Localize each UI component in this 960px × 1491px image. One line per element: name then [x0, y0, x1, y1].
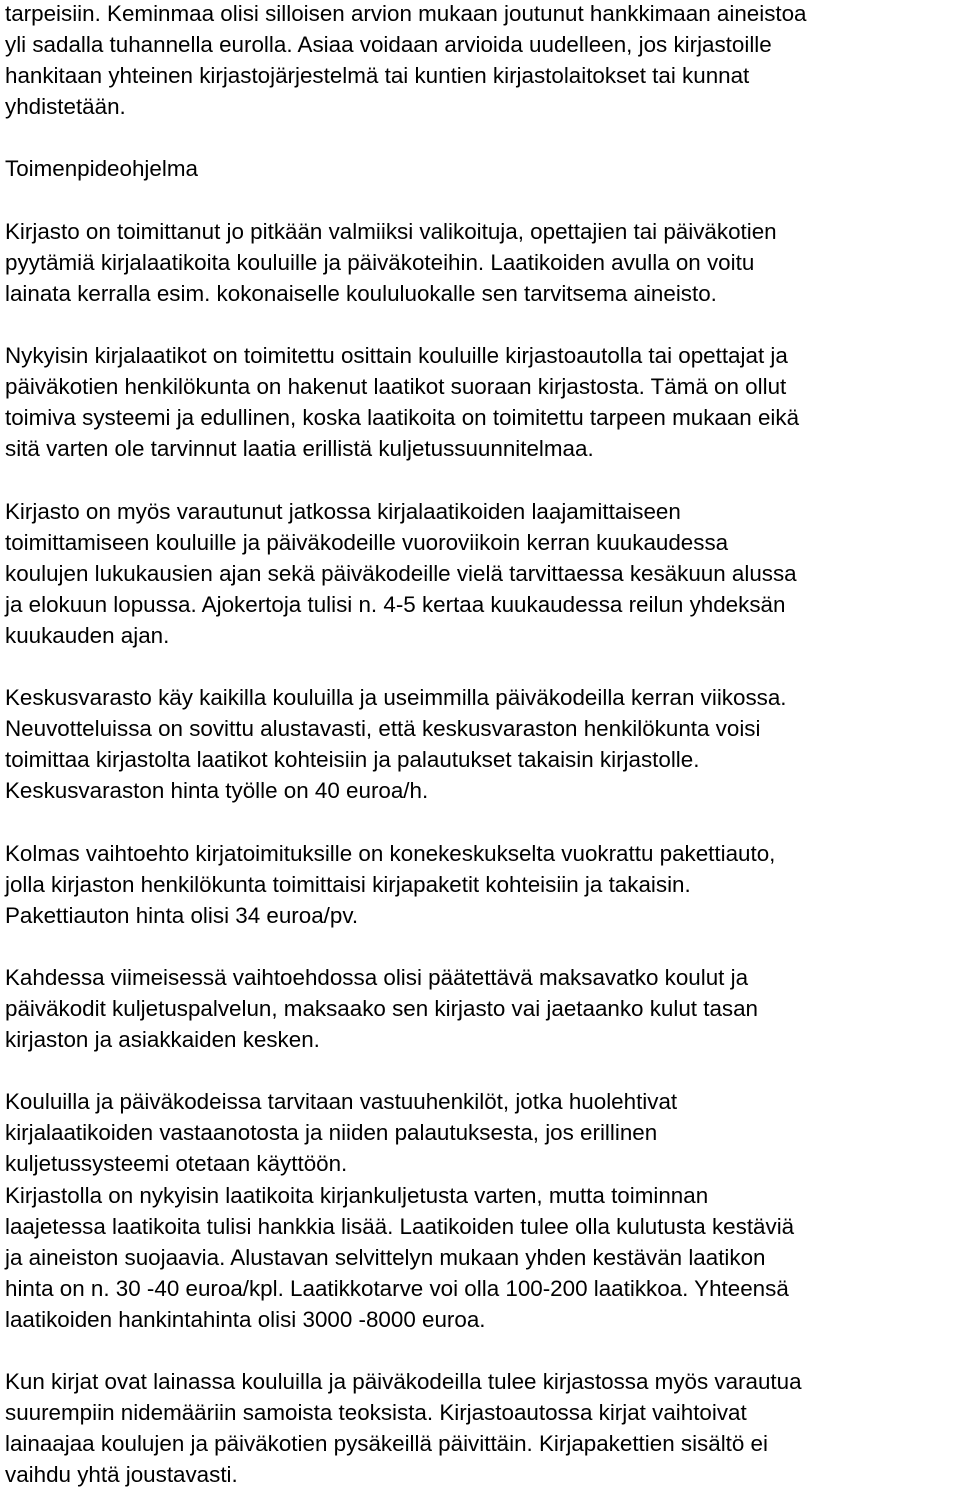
paragraph-spacer	[5, 185, 955, 216]
text-line: laatikoiden hankintahinta olisi 3000 -8000 euroa.	[5, 1306, 486, 1332]
text-line: yli sadalla tuhannella eurolla. Asiaa voidaan arvioida uudelleen, jos kirjastoille	[5, 32, 772, 58]
text-line: vaihdu yhtä joustavasti.	[5, 1462, 238, 1488]
text-line: Kahdessa viimeisessä vaihtoehdossa olisi päätettävä maksavatko koulut ja	[5, 964, 749, 990]
text-line: yhdistetään.	[5, 94, 126, 120]
text-line: Kolmas vaihtoehto kirjatoimituksille on konekeskukselta vuokrattu pakettiauto,	[5, 840, 776, 866]
text-line: Kouluilla ja päiväkodeissa tarvitaan vastuuhenkilöt, jotka huolehtivat	[5, 1089, 678, 1115]
text-line: Pakettiauton hinta olisi 34 euroa/pv.	[5, 902, 359, 928]
paragraph-responsible-persons	[5, 1086, 955, 1335]
paragraph-spacer	[5, 651, 955, 682]
text-line: lainata kerralla esim. kokonaiselle koululuokalle sen tarvitsema aineisto.	[5, 280, 717, 306]
paragraph-spacer	[5, 309, 955, 340]
paragraph-spacer	[5, 122, 955, 153]
text-line: laajetessa laatikoita tulisi hankkia lisää. Laatikoiden tulee olla kulutusta kestäviä	[5, 1213, 795, 1239]
section-heading-text: Toimenpideohjelma	[5, 156, 198, 182]
paragraph-central-storage	[5, 682, 955, 806]
paragraph-van-option	[5, 838, 955, 931]
paragraph-book-boxes	[5, 216, 955, 309]
text-line: Kirjasto on myös varautunut jatkossa kirjalaatikoiden laajamittaiseen	[5, 498, 681, 524]
text-line: päiväkodit kuljetuspalvelun, maksaako sen kirjasto vai jaetaanko kulut tasan	[5, 996, 759, 1021]
text-line: Neuvotteluissa on sovittu alustavasti, että keskusvaraston henkilökunta voisi	[5, 716, 761, 742]
text-line: lainaajaa koulujen ja päiväkotien pysäkeillä päivittäin. Kirjapakettien sisältö ei	[5, 1431, 768, 1457]
paragraph-spacer	[5, 1055, 955, 1086]
text-line: hankitaan yhteinen kirjastojärjestelmä tai kuntien kirjastolaitokset tai kunnat	[5, 63, 750, 89]
text-line: hinta on n. 30 -40 euroa/kpl. Laatikkotarve voi olla 100-200 laatikkoa. Yhteensä	[5, 1275, 789, 1301]
paragraph-current-delivery	[5, 340, 955, 464]
text-line: jolla kirjaston henkilökunta toimittaisi kirjapaketit kohteisiin ja takaisin.	[5, 871, 691, 897]
text-line: kuukauden ajan.	[5, 622, 170, 648]
text-line: Kirjasto on toimittanut jo pitkään valmiiksi valikoituja, opettajien tai päiväkotien	[5, 218, 777, 244]
text-line: Keskusvarasto käy kaikilla kouluilla ja useimmilla päiväkodeilla kerran viikossa.	[5, 685, 787, 711]
paragraph-cost-sharing	[5, 962, 955, 1055]
paragraph-spacer	[5, 806, 955, 837]
paragraph-funding-intro	[5, 0, 955, 122]
text-line: ja aineiston suojaavia. Alustavan selvittelyn mukaan yhden kestävän laatikon	[5, 1244, 766, 1270]
text-line: toimittamiseen kouluille ja päiväkodeille vuoroviikoin kerran kuukaudessa	[5, 529, 729, 555]
text-line: suurempiin nidemääriin samoista teoksista. Kirjastoautossa kirjat vaihtoivat	[5, 1400, 747, 1426]
text-line: kirjalaatikoiden vastaanotosta ja niiden palautuksesta, jos erillinen	[5, 1120, 658, 1146]
text-line: Nykyisin kirjalaatikot on toimitettu osittain kouluille kirjastoautolla tai opettajat ja	[5, 343, 788, 369]
text-line: koulujen lukukausien ajan sekä päiväkodeille vielä tarvittaessa kesäkuun alussa	[5, 560, 797, 586]
paragraph-future-delivery	[5, 496, 955, 651]
text-line: toimittaa kirjastolta laatikot kohteisiin ja palautukset takaisin kirjastolle.	[5, 747, 700, 773]
paragraph-spacer	[5, 464, 955, 495]
text-line: ja elokuun lopussa. Ajokertoja tulisi n. 4-5 kertaa kuukaudessa reilun yhdeksän	[5, 591, 786, 617]
text-line: Keskusvaraston hinta työlle on 40 euroa/h.	[5, 778, 429, 804]
text-line: päiväkotien henkilökunta on hakenut laatikot suoraan kirjastosta. Tämä on ollut	[5, 374, 787, 400]
paragraph-spacer	[5, 931, 955, 962]
text-line: kuljetussysteemi otetaan käyttöön.	[5, 1151, 348, 1177]
text-line: toimiva systeemi ja edullinen, koska laatikoita on toimitettu tarpeen mukaan eikä	[5, 405, 800, 431]
text-line: kirjaston ja asiakkaiden kesken.	[5, 1027, 320, 1053]
section-heading	[5, 153, 955, 184]
text-line: tarpeisiin. Keminmaa olisi silloisen arvion mukaan joutunut hankkimaan aineistoa	[5, 1, 807, 26]
text-line: sitä varten ole tarvinnut laatia erillistä kuljetussuunnitelmaa.	[5, 436, 594, 462]
text-line: Kun kirjat ovat lainassa kouluilla ja päiväkodeilla tulee kirjastossa myös varautua	[5, 1369, 802, 1395]
document-page	[5, 0, 955, 1491]
paragraph-spacer	[5, 1335, 955, 1366]
text-line: Kirjastolla on nykyisin laatikoita kirjankuljetusta varten, mutta toiminnan	[5, 1182, 709, 1208]
text-line: pyytämiä kirjalaatikoita kouluille ja päiväkoteihin. Laatikoiden avulla on voitu	[5, 249, 755, 275]
